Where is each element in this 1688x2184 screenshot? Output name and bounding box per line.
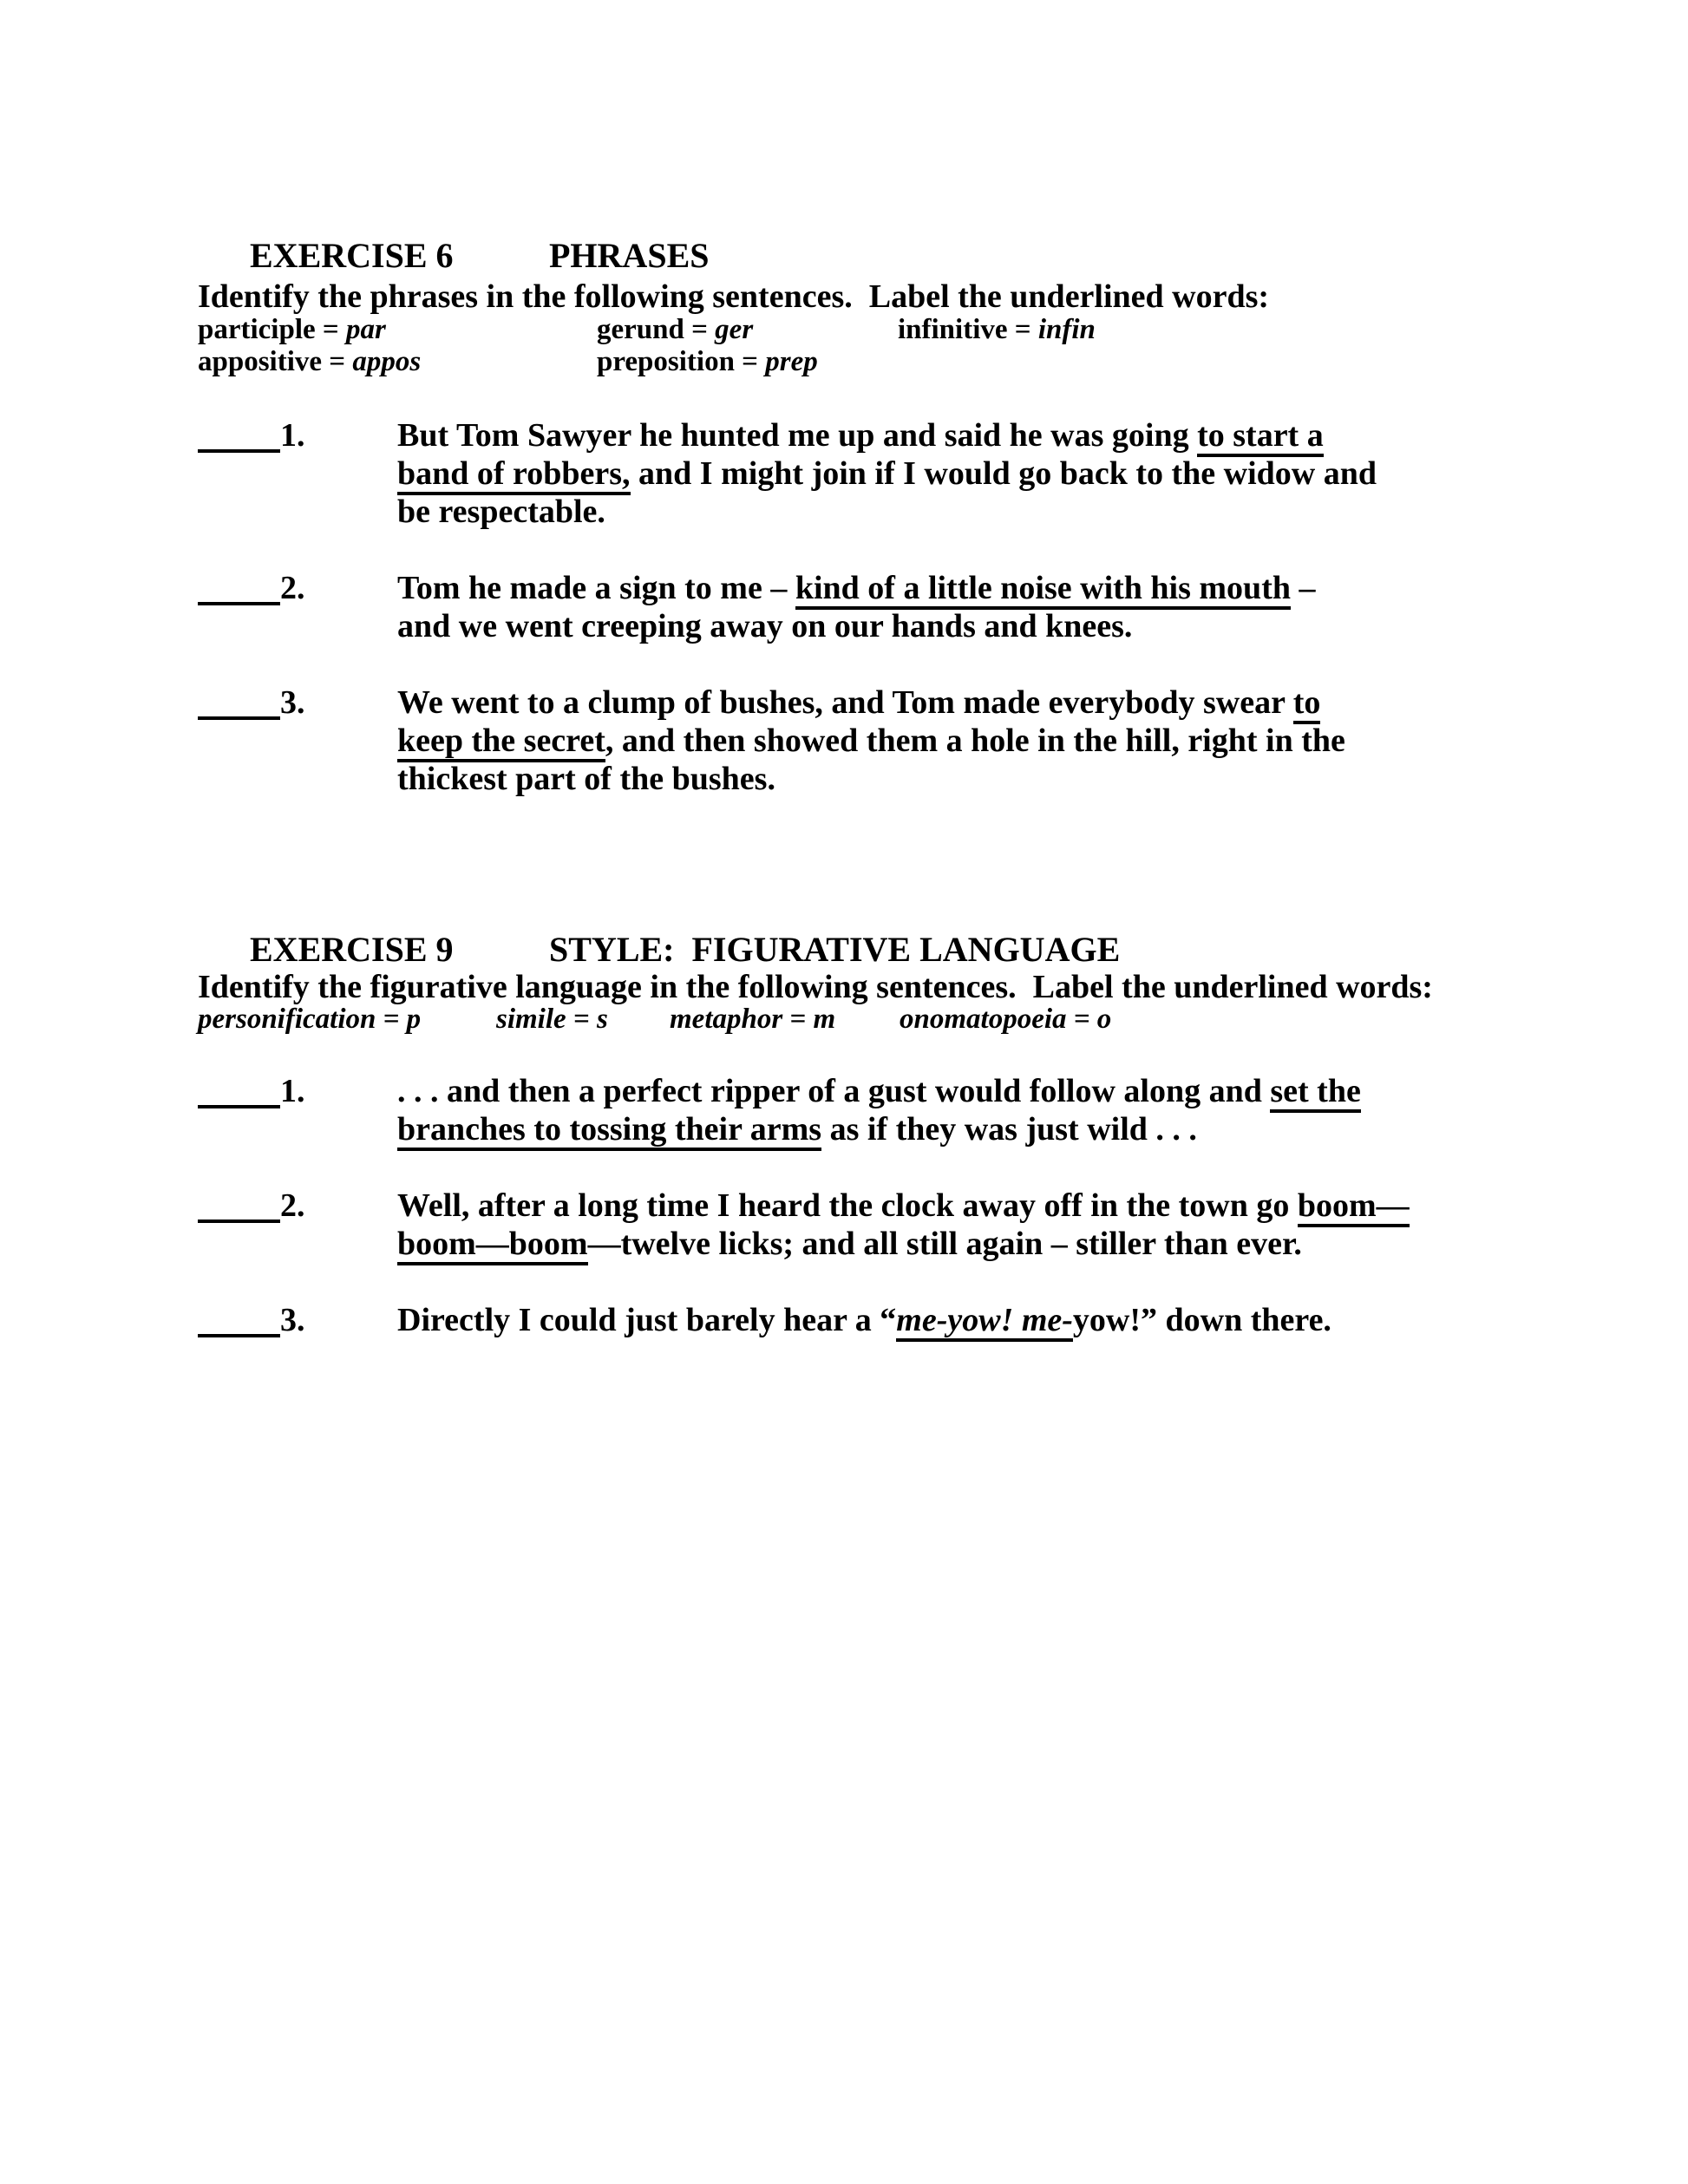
instructions-text: Identify the figurative language in the following sentences. Label the underlined words:: [198, 969, 1433, 1005]
answer-blank: [198, 690, 280, 720]
underlined-phrase: to start a: [1197, 417, 1324, 457]
sentence-line: [397, 683, 1345, 722]
text-segment: Directly I could just barely hear a “: [397, 1302, 897, 1338]
italic-text: appos: [352, 346, 422, 377]
item-number: 2.: [280, 1187, 305, 1224]
key-entry: [597, 314, 753, 346]
exercise-item: [198, 416, 1377, 530]
text-segment: participle =: [198, 314, 346, 345]
text-segment: as if they was just wild . . .: [821, 1111, 1197, 1148]
italic-text: simile = s: [496, 1004, 608, 1035]
item-number: 3.: [280, 1302, 305, 1338]
text-segment: Tom he made a sign to me –: [397, 570, 795, 606]
sentence-line: [397, 760, 1345, 798]
item-sentence: [397, 569, 1315, 645]
underlined-phrase: branches to tossing their arms: [397, 1111, 821, 1151]
text-segment: –: [1290, 570, 1316, 606]
text-segment: We went to a clump of bushes, and Tom made everybody swear: [397, 684, 1293, 721]
text-segment: preposition =: [597, 346, 766, 377]
italic-text: ger: [715, 314, 754, 345]
item-number: 3.: [280, 684, 305, 721]
exercise-number: EXERCISE 6: [250, 236, 454, 275]
underlined-phrase: set the: [1270, 1073, 1360, 1113]
answer-blank: [198, 1193, 280, 1223]
item-sentence: [397, 416, 1377, 531]
italic-text: par: [345, 314, 386, 345]
italic-text: metaphor = m: [670, 1004, 836, 1035]
item-sentence: [397, 1187, 1410, 1263]
key-entry: [898, 314, 1096, 346]
answer-blank: [198, 576, 280, 605]
answer-blank: [198, 423, 280, 453]
text-segment: . . . and then a perfect ripper of a gust would follow along and: [397, 1073, 1271, 1109]
text-segment: appositive =: [198, 346, 353, 377]
sentence-line: [397, 1072, 1361, 1110]
exercise-item: [198, 1072, 1361, 1148]
text-segment: gerund =: [597, 314, 716, 345]
exercise-number: EXERCISE 9: [250, 930, 454, 969]
sentence-line: [397, 607, 1315, 645]
sentence-line: [397, 493, 1377, 531]
underlined-phrase: band of robbers,: [397, 455, 631, 495]
item-sentence: [397, 1072, 1361, 1148]
item-sentence: [397, 683, 1345, 798]
key-entry: [597, 346, 818, 378]
sentence-line: [397, 1225, 1410, 1263]
instructions-text: Identify the phrases in the following sentences. Label the underlined words:: [198, 278, 1270, 315]
exercise-item: [198, 569, 1316, 644]
item-number: 1.: [280, 1073, 305, 1109]
sentence-line: [397, 1110, 1361, 1148]
underlined-phrase: keep the secret: [397, 723, 605, 762]
key-entry: [198, 346, 421, 378]
key-entry: [496, 1004, 608, 1036]
italic-text: prep: [765, 346, 818, 377]
italic-text: infin: [1037, 314, 1096, 345]
italic-text: personification = p: [198, 1004, 422, 1035]
exercise-item: [198, 1187, 1410, 1262]
text-segment: thickest part of the bushes.: [397, 761, 775, 797]
text-segment: —twelve licks; and all still again – stiller than ever.: [587, 1226, 1302, 1262]
underlined-phrase: me-yow! me-: [896, 1302, 1073, 1342]
key-entry: [198, 314, 386, 346]
underlined-phrase: kind of a little noise with his mouth: [795, 570, 1291, 610]
key-entry: [900, 1004, 1111, 1036]
abbreviation-key-row: [198, 346, 1499, 378]
underlined-phrase: boom—boom: [397, 1226, 588, 1265]
text-segment: and we went creeping away on our hands and knees.: [397, 608, 1133, 644]
sentence-line: [397, 454, 1377, 493]
underlined-phrase: to: [1293, 684, 1321, 724]
abbreviation-key-row: [198, 1004, 1499, 1036]
sentence-line: [397, 722, 1345, 760]
answer-blank: [198, 1308, 280, 1337]
exercise-title: PHRASES: [549, 236, 710, 275]
exercise-item: [198, 683, 1345, 797]
sentence-line: [397, 416, 1377, 454]
item-number: 2.: [280, 570, 305, 606]
sentence-line: [397, 1187, 1410, 1225]
sentence-line: [397, 569, 1315, 607]
text-segment: yow!” down there.: [1072, 1302, 1331, 1338]
text-segment: But Tom Sawyer he hunted me up and said he was going: [397, 417, 1198, 454]
italic-text: onomatopoeia = o: [900, 1004, 1112, 1035]
key-entry: [670, 1004, 835, 1036]
answer-blank: [198, 1079, 280, 1108]
exercise-title: STYLE: FIGURATIVE LANGUAGE: [549, 930, 1121, 969]
text-segment: and I might join if I would go back to the widow and: [630, 455, 1377, 492]
sentence-line: [397, 1301, 1331, 1339]
item-sentence: [397, 1301, 1331, 1339]
underlined-phrase: boom—: [1298, 1187, 1410, 1227]
text-segment: be respectable.: [397, 494, 605, 530]
text-segment: infinitive =: [898, 314, 1038, 345]
item-number: 1.: [280, 417, 305, 454]
text-segment: , and then showed them a hole in the hill, right in the: [605, 723, 1345, 759]
key-entry: [198, 1004, 421, 1036]
exercise-item: [198, 1301, 1331, 1339]
abbreviation-key-row: [198, 314, 1499, 346]
text-segment: Well, after a long time I heard the clock away off in the town go: [397, 1187, 1298, 1224]
